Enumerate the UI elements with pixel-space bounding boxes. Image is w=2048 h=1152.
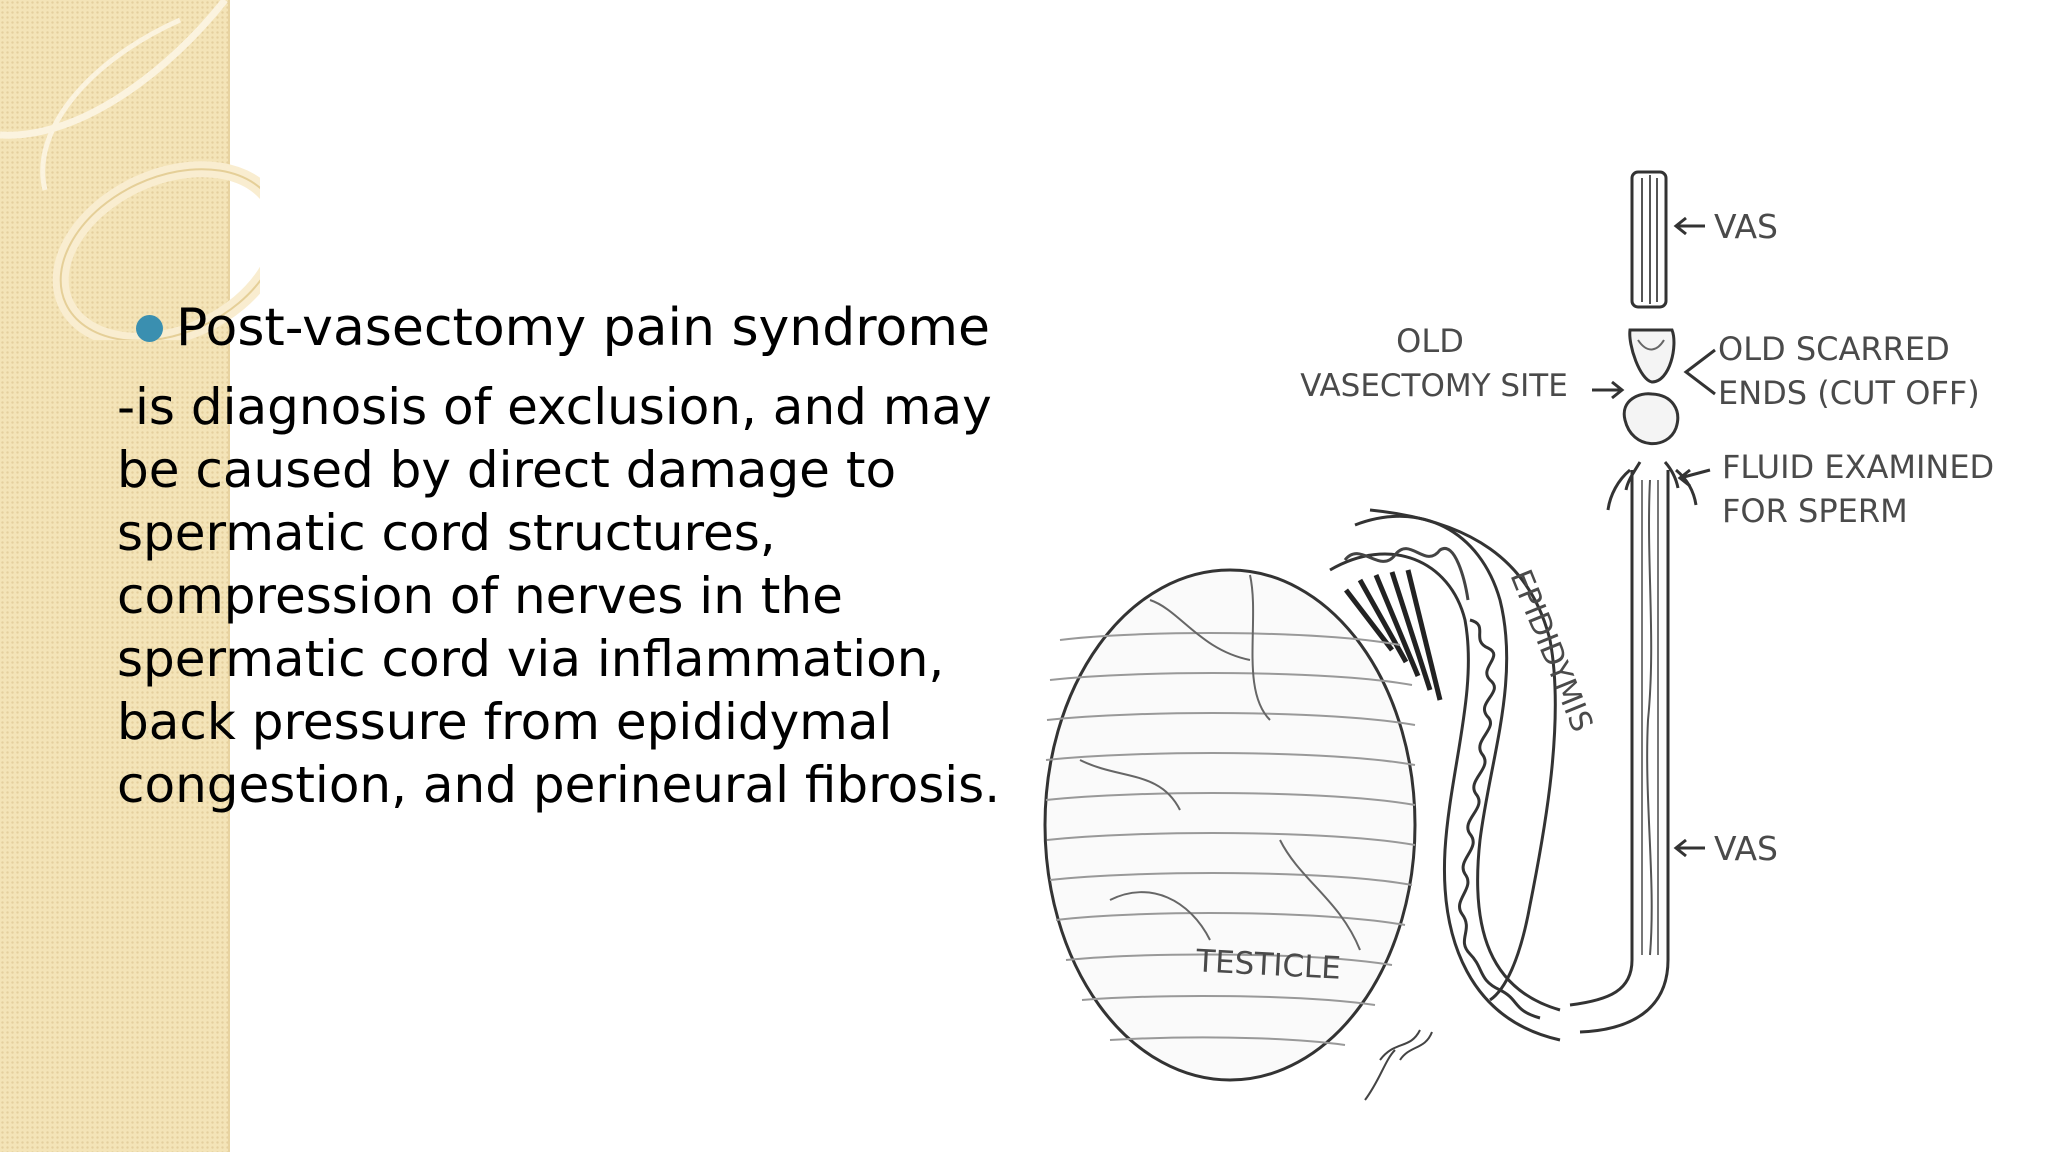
body-line: be caused by direct damage to [117,441,897,499]
bullet-dot-icon [136,315,163,342]
label-scarred-line1: OLD SCARRED [1718,330,1950,368]
bullet-heading: Post-vasectomy pain syndrome [176,298,990,358]
label-scarred-line2: ENDS (CUT OFF) [1718,374,1980,412]
body-line: back pressure from epididymal [117,693,893,751]
label-arrows [1592,218,1715,856]
label-vas-bottom: VAS [1714,829,1778,868]
vas-upper-segment [1632,172,1666,307]
decorative-swirl [0,0,260,340]
body-line: -is diagnosis of exclusion, and may [117,378,992,436]
body-line: spermatic cord via inflammation, [117,630,945,688]
body-line: congestion, and perineural fibrosis. [117,756,1001,814]
testicle-body [1045,570,1415,1080]
body-line: spermatic cord structures, [117,504,776,562]
label-vas-top: VAS [1714,207,1778,246]
label-old-site-line2: VASECTOMY SITE [1300,368,1568,404]
label-fluid-line2: FOR SPERM [1722,492,1908,530]
label-epididymis: EPIDIDYMIS [1502,564,1600,737]
scarred-ends [1624,330,1678,444]
body-paragraph [117,376,1001,817]
fluid-drops [1608,462,1696,510]
vasectomy-anatomy-diagram [1040,160,2040,1110]
bullet-item [136,298,990,358]
label-testicle: TESTICLE [1195,943,1342,987]
label-fluid-line1: FLUID EXAMINED [1722,448,1995,486]
artist-signature [1365,1030,1432,1100]
vas-lower-tube [1570,470,1668,1032]
label-old-site-line1: OLD [1396,322,1464,360]
body-line: compression of nerves in the [117,567,843,625]
